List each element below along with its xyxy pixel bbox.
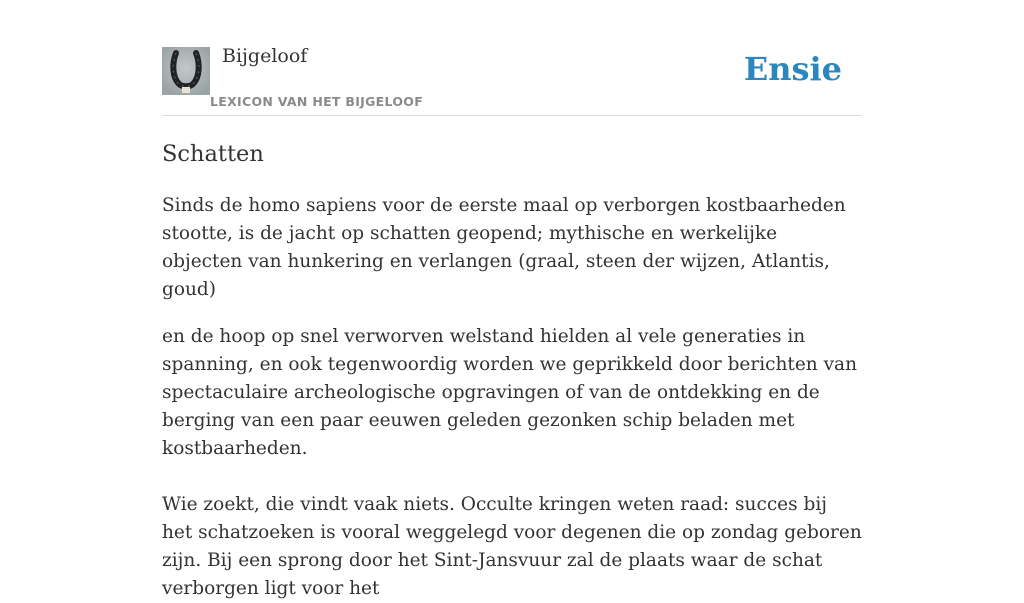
article-paragraph: Wie zoekt, die vindt vaak niets. Occulte kringen weten raad: succes bij het schatzoeken is vooral weggelegd voor degenen die op zondag geboren zijn. Bij een sprong door het Sint-Jansvuur zal de plaats waar de schat verborgen ligt voor het (162, 494, 862, 599)
avatar[interactable] (162, 47, 210, 95)
article (162, 136, 862, 603)
blog-name[interactable]: Bijgeloof (222, 45, 308, 67)
blog-subtitle: LEXICON VAN HET BIJGELOOF (210, 94, 424, 109)
header (162, 40, 862, 116)
article-paragraph: Sinds de homo sapiens voor de eerste maal op verborgen kostbaarheden stootte, is de jacht op schatten geopend; mythische en werkelijke objecten van hunkering en verlangen (graal, steen der wijzen, Atlantis, goud) (162, 195, 846, 300)
horseshoe-icon (162, 47, 210, 95)
article-title: Schatten (162, 141, 264, 167)
ensie-logo-link[interactable]: Ensie (743, 50, 842, 88)
article-paragraph: en de hoop op snel verworven welstand hielden al vele generaties in spanning, en ook tegenwoordig worden we geprikkeld door berichten van spectaculaire archeologische opgravingen of van de ontdekking en de berging van een paar eeuwen geleden gezonken schip beladen met kostbaarheden. (162, 326, 857, 459)
